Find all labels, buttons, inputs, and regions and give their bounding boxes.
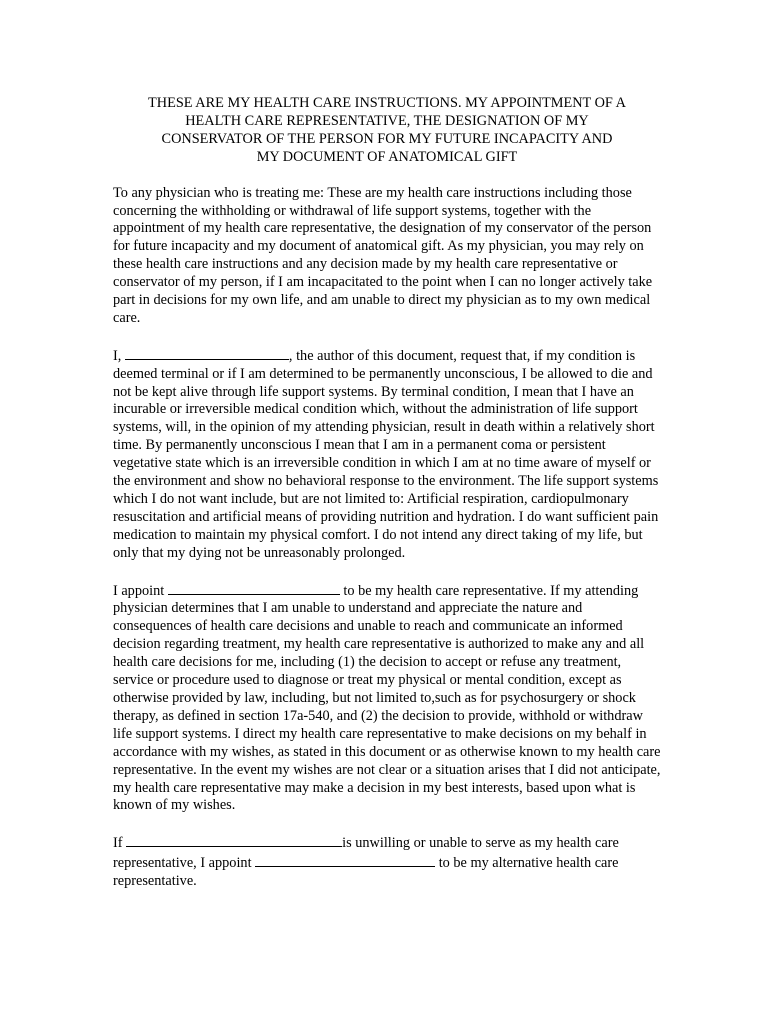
paragraph-terminal-condition — [113, 346, 661, 563]
document-title — [113, 95, 661, 167]
paragraph-text: to be my alternative health care representative. — [113, 855, 619, 890]
paragraph-lead: I, — [113, 347, 125, 364]
paragraph-lead: If — [113, 835, 127, 852]
document-body — [113, 95, 661, 909]
paragraph-representative-appointment — [113, 581, 661, 816]
paragraph-text: is unwilling or unable to serve as my health care representative, I appoint — [113, 835, 619, 872]
representative-name-blank[interactable] — [168, 581, 340, 595]
paragraph-text: , the author of this document, request that, if my condition is deemed terminal or if I am determined to be permanently unconscious, I be allowed to die and not be kept alive through life support systems. By terminal condition, I mean that I have an incurable or irreversible medical condition which, without the administration of life support systems, will, in the opinion of my attending physician, result in death within a relatively short time. By permanently unconscious I mean that I am in a permanent coma or persistent vegetative state which is an irreversible condition in which I am at no time aware of myself or the environment and show no behavioral response to the environment. The life support systems which I do not want include, but are not limited to: Artificial respiration, cardiopulmonary resuscitation and artificial means of providing nutrition and hydration. I do want sufficient pain medication to maintain my physical comfort. I do not intend any direct taking of my life, but only that my dying not be unreasonably prolonged. — [113, 347, 659, 561]
title-line: MY DOCUMENT OF ANATOMICAL GIFT — [256, 148, 518, 165]
representative-name-blank-2[interactable] — [126, 833, 342, 847]
paragraph-alternative-representative — [113, 833, 661, 891]
paragraph-text: to be my health care representative. If my attending physician determines that I am unable to understand and appreciate the nature and consequences of health care decisions and unable to reach and communicate an informed decision regarding treatment, my health care representative is authorized to make any and all health care decisions for me, including (1) the decision to accept or refuse any treatment, service or procedure used to diagnose or treat my physical or mental condition, except as otherwise provided by law, including, but not limited to,such as for psychosurgery or shock therapy, as defined in section 17a-540, and (2) the decision to provide, withhold or withdraw life support systems. I direct my health care representative to make decisions on my behalf in accordance with my wishes, as stated in this document or as otherwise known to my health care representative. In the event my wishes are not clear or a situation arises that I did not anticipate, my health care representative may make a decision in my best interests, based upon what is known of my wishes. — [113, 582, 661, 814]
alternative-representative-blank[interactable] — [255, 853, 435, 867]
title-line: CONSERVATOR OF THE PERSON FOR MY FUTURE INCAPACITY AND — [161, 130, 613, 147]
paragraph-lead: I appoint — [113, 582, 168, 599]
title-line: THESE ARE MY HEALTH CARE INSTRUCTIONS. MY APPOINTMENT OF A — [148, 95, 626, 111]
author-name-blank[interactable] — [125, 346, 289, 360]
title-line: HEALTH CARE REPRESENTATIVE, THE DESIGNATION OF MY — [185, 112, 589, 129]
paragraph-physician-instructions: To any physician who is treating me: These are my health care instructions including those concerning the withholding or withdrawal of life support systems, together with the appointment of my health care representative, the designation of my conservator of the person for future incapacity and my document of anatomical gift. As my physician, you may rely on these health care instructions and any decision made by my health care representative or conservator of my person, if I am incapacitated to the point when I can no longer actively take part in decisions for my own life, and am unable to direct my physician as to my own medical care. — [113, 184, 653, 326]
